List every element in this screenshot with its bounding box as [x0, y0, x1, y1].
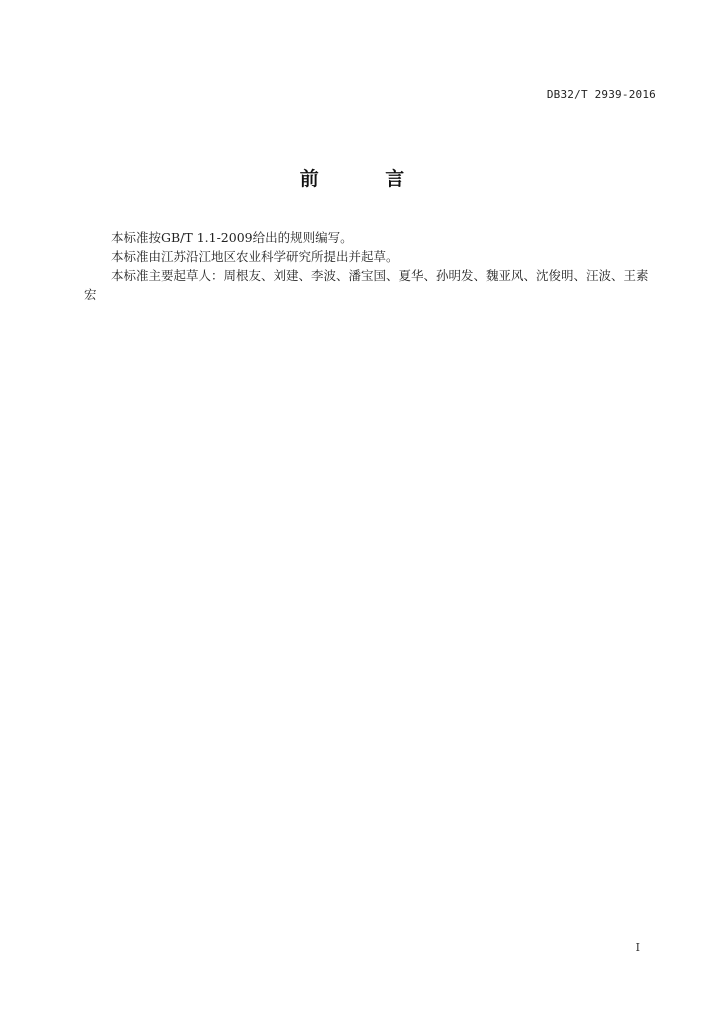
paragraph-drafting-rules: 本标准按GB/T 1.1-2009给出的规则编写。: [111, 230, 353, 245]
page-title: 前 言: [299, 168, 435, 190]
paragraph-proposer: 本标准由江苏沿江地区农业科学研究所提出并起草。: [111, 249, 399, 264]
document-code: DB32/T 2939-2016: [546, 88, 656, 101]
page-number: I: [635, 941, 640, 954]
paragraph-drafters: 本标准主要起草人：周根友、刘建、李波、潘宝国、夏华、孙明发、魏亚风、沈俊明、汪波、王素宏: [84, 268, 649, 302]
foreword-body: [84, 228, 658, 304]
